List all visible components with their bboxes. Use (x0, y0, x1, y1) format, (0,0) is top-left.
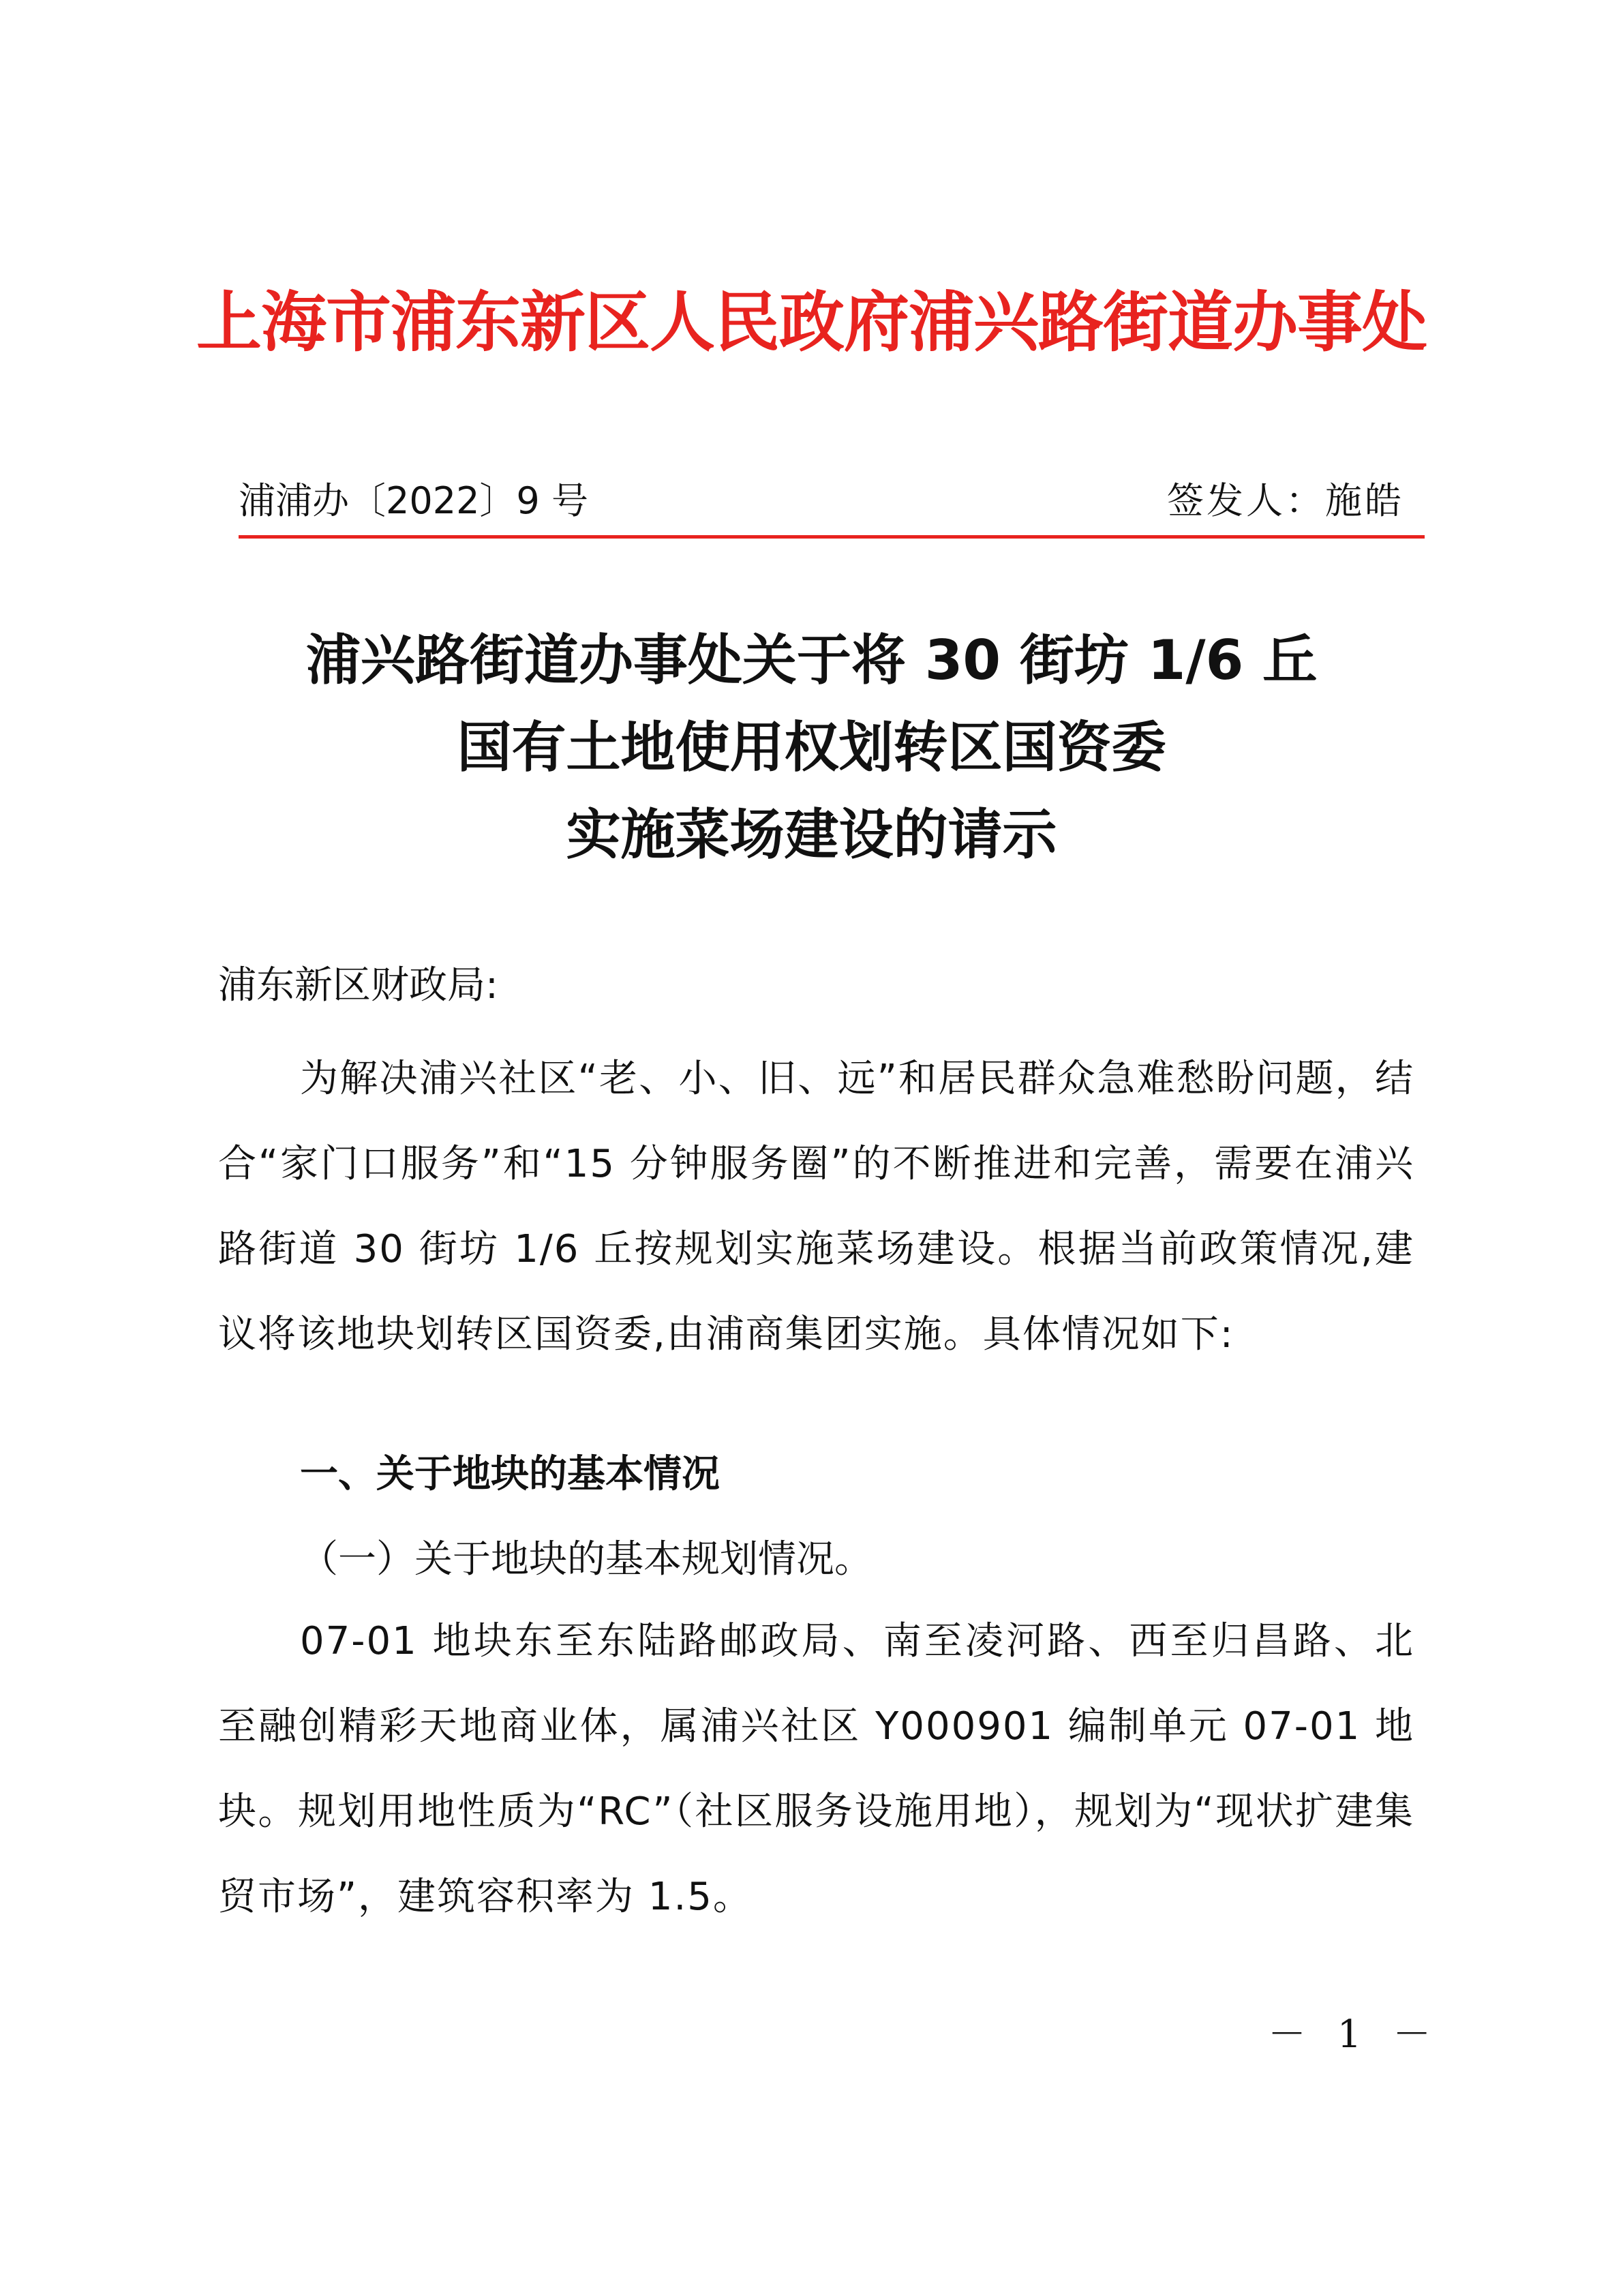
title-line-3: 实施菜场建设的请示 (566, 803, 1057, 866)
body-paragraph-1: 为解决浦兴社区“老、小、旧、远”和居民群众急难愁盼问题，结合“家门口服务”和“15 分钟服务圈”的不断推进和完善，需要在浦兴路街道 30 街坊 1/6 丘按规划实施菜场建设。根据当前政策情况,建议将该地块划转区国资委,由浦商集团实施。具体情况如下: (218, 1057, 1414, 1357)
body-paragraph-2: 07-01 地块东至东陆路邮政局、南至凌河路、西至归昌路、北至融创精彩天地商业体，属浦兴社区 Y000901 编制单元 07-01 地块。规划用地性质为“RC”（社区服务设施用地），规划为“现状扩建集贸市场”，建筑容积率为 1.5。 (218, 1619, 1414, 1919)
red-divider-line (239, 535, 1425, 539)
document-title (0, 617, 1623, 879)
issuing-organization-header: 上海市浦东新区人民政府浦兴路街道办事处 (196, 284, 1427, 361)
section-heading-1: 一、关于地块的基本情况 (300, 1452, 720, 1496)
addressee: 浦东新区财政局: (218, 963, 498, 1008)
document-meta-row (239, 470, 1404, 532)
subsection-heading-1: （一）关于地块的基本规划情况。 (300, 1537, 873, 1582)
page-number: － 1 － (1268, 2012, 1441, 2057)
title-line-1: 浦兴路街道办事处关于将 30 街坊 1/6 丘 (305, 629, 1318, 692)
signer: 签发人：施皓 (1167, 479, 1404, 522)
document-number: 浦浦办〔2022〕9 号 (239, 479, 588, 522)
title-line-2: 国有土地使用权划转区国资委 (457, 716, 1166, 779)
